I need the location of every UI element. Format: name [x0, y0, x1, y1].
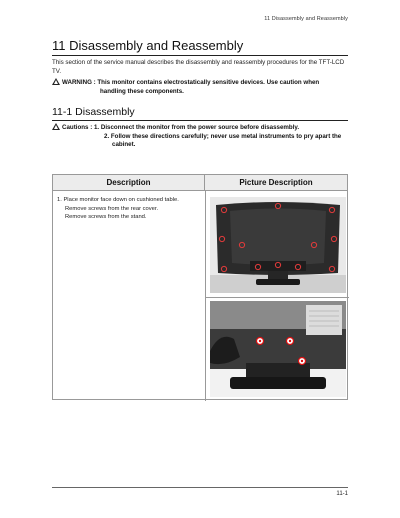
- step-1-description: [57, 196, 201, 222]
- procedure-table: [52, 174, 348, 400]
- table-header: [53, 175, 347, 191]
- step-1-line-3: Remove screws from the stand.: [65, 214, 147, 221]
- step-1-line-1: 1. Place monitor face down on cushioned table.: [57, 197, 179, 203]
- chapter-intro: This section of the service manual describes the disassembly and reassembly procedures for the TFT-LCD TV.: [52, 59, 345, 75]
- caution-line-3: cabinet.: [112, 141, 136, 148]
- cautions-notice: [52, 123, 348, 150]
- footer-rule: [52, 487, 348, 488]
- page-number: 11-1: [336, 491, 348, 497]
- stand-screws-photo: [210, 301, 346, 397]
- warning-line-2: handling these components.: [100, 87, 184, 95]
- description-header: Description: [53, 175, 205, 190]
- warning-line-1: WARNING : This monitor contains electrostatically sensitive devices. Use caution when: [62, 79, 320, 86]
- step-1-line-2: Remove screws from the rear cover.: [65, 205, 159, 212]
- section-title: 11-1 Disassembly: [52, 106, 348, 121]
- caution-line-1: Cautions : 1. Disconnect the monitor from the power source before disassembly.: [62, 124, 300, 131]
- picture-description-header: Picture Description: [239, 178, 313, 187]
- caution-line-2: 2. Follow these directions carefully; never use metal instruments to pry apart the: [104, 132, 342, 140]
- column-divider: [205, 191, 206, 401]
- rear-cover-photo: [210, 197, 346, 293]
- picture-row-divider: [205, 297, 349, 298]
- warning-notice: [52, 78, 348, 96]
- caution-icon: [52, 123, 60, 130]
- chapter-title: 11 Disassembly and Reassembly: [52, 38, 348, 56]
- warning-icon: [52, 78, 60, 85]
- running-header: 11 Disassembly and Reassembly: [264, 16, 348, 22]
